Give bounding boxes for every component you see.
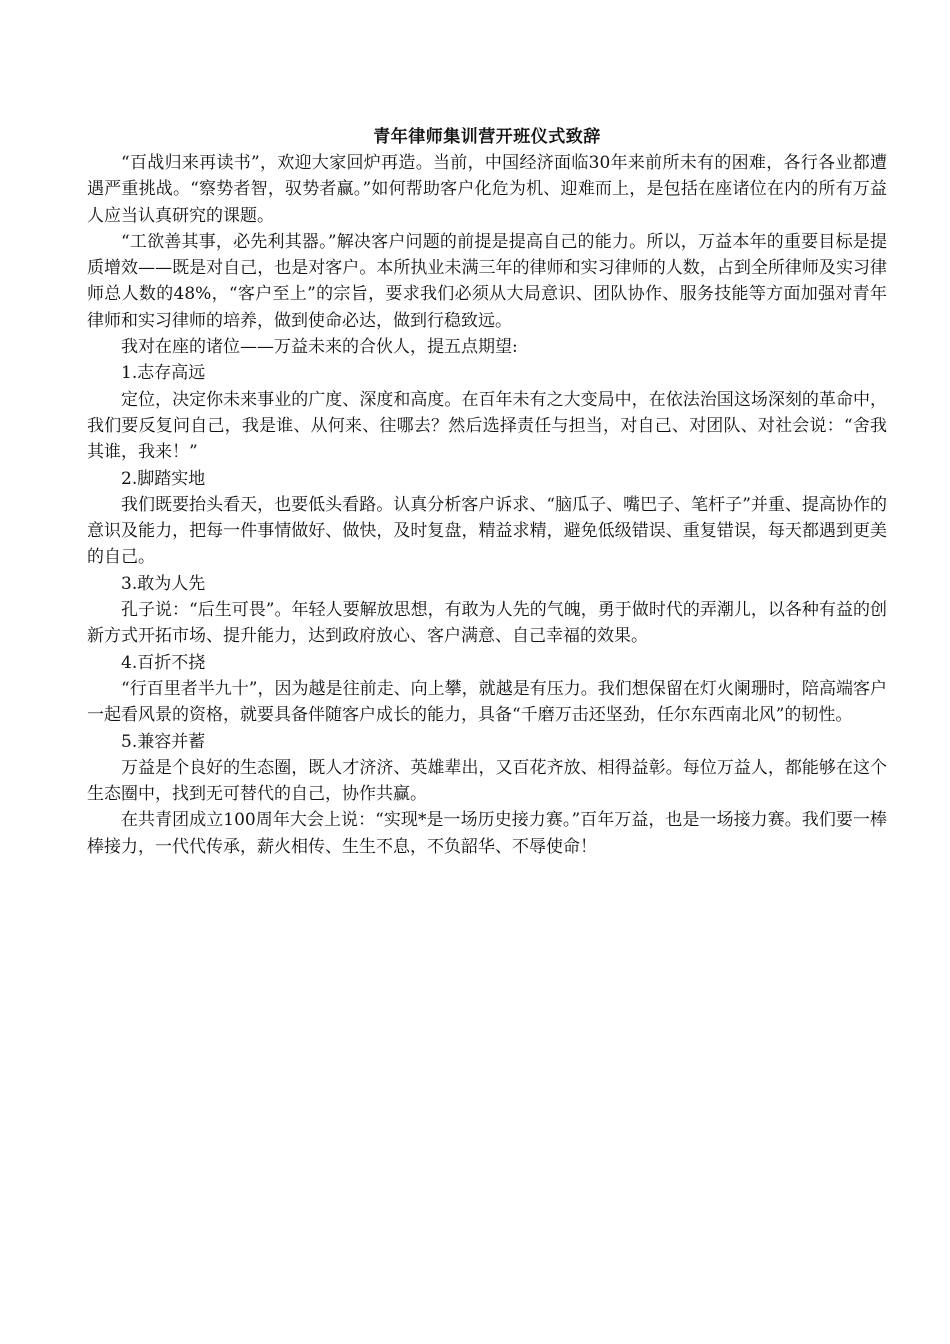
- document-title: 青年律师集训营开班仪式致辞: [373, 127, 601, 147]
- document-page: [87, 124, 887, 860]
- section-heading-3: 3.敢为人先: [121, 573, 206, 594]
- section-body-3: 孔子说：“后生可畏”。年轻人要解放思想，有敢为人先的气魄，勇于做时代的弄潮儿，以各种有益的创新方式开拓市场、提升能力，达到政府放心、客户满意、自己幸福的效果。: [87, 600, 887, 647]
- intro-paragraph-3: 我对在座的诸位——万益未来的合伙人，提五点期望:: [121, 337, 518, 358]
- section-body-2: 我们既要抬头看天，也要低头看路。认真分析客户诉求、“脑瓜子、嘴巴子、笔杆子”并重、提高协作的意识及能力，把每一件事情做好、做快，及时复盘，精益求精，避免低级错误、重复错误，每天都遇到更美的自己。: [87, 494, 887, 568]
- section-heading-2: 2.脚踏实地: [121, 468, 206, 489]
- section-body-5: 万益是个良好的生态圈，既人才济济、英雄辈出，又百花齐放、相得益彰。每位万益人，都能够在这个生态圈中，找到无可替代的自己，协作共赢。: [87, 757, 887, 805]
- section-body-1: 定位，决定你未来事业的广度、深度和高度。在百年未有之大变局中，在依法治国这场深刻的革命中，我们要反复问自己，我是谁、从何来、往哪去？然后选择责任与担当，对自己、对团队、对社会说：“舍我其谁，我来！”: [87, 389, 887, 463]
- intro-paragraph-1: “百战归来再读书”，欢迎大家回炉再造。当前，中国经济面临30年来前所未有的困难，各行各业都遭遇严重挑战。“察势者智，驭势者赢。”如何帮助客户化危为机、迎难而上，是包括在座诸位在内的所有万益人应当认真研究的课题。: [87, 153, 887, 226]
- section-body-4: “行百里者半九十”，因为越是往前走、向上攀，就越是有压力。我们想保留在灯火阑珊时，陪高端客户一起看风景的资格，就要具备伴随客户成长的能力，具备“千磨万击还坚劲，任尔东西南北风”的韧性。: [87, 678, 887, 726]
- intro-paragraph-2: “工欲善其事，必先利其器。”解决客户问题的前提是提高自己的能力。所以，万益本年的重要目标是提质增效——既是对自己，也是对客户。本所执业未满三年的律师和实习律师的人数，占到全所律师及实习律师总人数的48%，“客户至上”的宗旨，要求我们必须从大局意识、团队协作、服务技能等方面加强对青年律师和实习律师的培养，做到使命必达，做到行稳致远。: [87, 231, 887, 331]
- section-heading-1: 1.志存高远: [121, 363, 206, 384]
- section-heading-5: 5.兼容并蓄: [121, 731, 206, 752]
- section-heading-4: 4.百折不挠: [121, 652, 206, 673]
- closing-paragraph: 在共青团成立100周年大会上说：“实现*是一场历史接力赛。”百年万益，也是一场接力赛。我们要一棒棒接力，一代代传承，薪火相传、生生不息，不负韶华、不辱使命！: [87, 810, 887, 857]
